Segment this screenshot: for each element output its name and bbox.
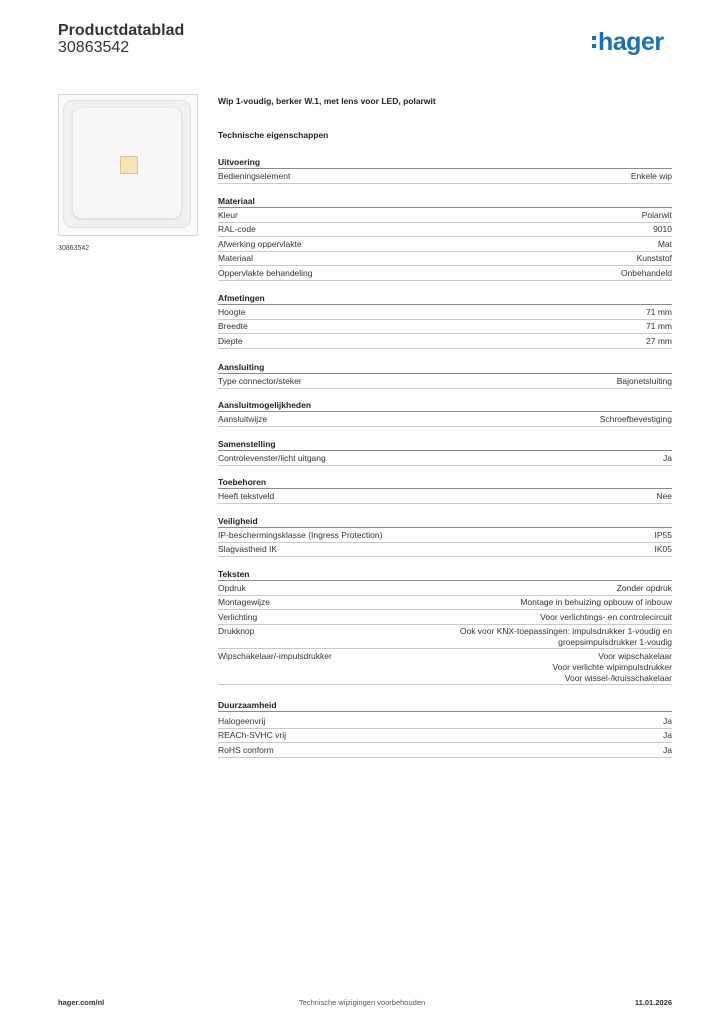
spec-value-line: Zonder opdruk	[616, 582, 672, 593]
spec-value-line: Bajonetsluiting	[616, 375, 672, 386]
group-title: Duurzaamheid	[218, 699, 672, 712]
spec-row	[218, 649, 672, 685]
spec-value-line: Montage in behuizing opbouw of inbouw	[520, 597, 672, 607]
spec-row	[218, 581, 672, 596]
spec-row	[218, 252, 672, 267]
group-title: Materiaal	[218, 195, 672, 208]
spec-label: Oppervlakte behandeling	[218, 267, 313, 278]
spec-label: Breedte	[218, 321, 248, 331]
spec-value-line: Ja	[663, 744, 672, 755]
image-caption: 30863542	[58, 245, 90, 252]
spec-group	[218, 476, 672, 504]
spec-label: Type connector/steker	[218, 375, 302, 386]
logo-dots-icon	[592, 36, 596, 48]
spec-group	[218, 361, 672, 389]
switch-plate	[63, 100, 191, 228]
spec-group	[218, 568, 672, 685]
spec-value-line: 9010	[653, 224, 672, 234]
spec-value-line: IP55	[654, 529, 672, 540]
spec-row	[218, 374, 672, 389]
spec-row	[218, 543, 672, 558]
spec-row	[218, 412, 672, 427]
spec-label: Hoogte	[218, 306, 246, 317]
spec-value-line: Kunststof	[636, 253, 672, 263]
spec-group	[218, 399, 672, 427]
spec-row	[218, 714, 672, 729]
spec-value	[617, 376, 672, 388]
switch-rocker	[73, 108, 181, 218]
spec-value-line: Ja	[663, 452, 672, 463]
section-heading: Technische eigenschappen	[218, 130, 329, 140]
group-title: Uitvoering	[218, 156, 672, 169]
spec-label: RoHS conform	[218, 744, 274, 755]
spec-label: Wipschakelaar/-impulsdrukker	[218, 650, 332, 661]
hager-logo	[592, 28, 664, 56]
spec-row	[218, 169, 672, 184]
spec-value-line: Nee	[656, 490, 672, 501]
spec-label: Verlichting	[218, 611, 258, 622]
spec-row	[218, 305, 672, 320]
spec-group	[218, 195, 672, 281]
spec-value	[655, 544, 673, 556]
spec-row	[218, 625, 672, 650]
spec-value-line: Ja	[663, 715, 672, 726]
spec-label: IP-beschermingsklasse (Ingress Protection)	[218, 529, 383, 540]
spec-label: Materiaal	[218, 253, 253, 263]
spec-label: RAL-code	[218, 224, 256, 234]
spec-group	[218, 438, 672, 466]
group-title: Aansluiting	[218, 361, 672, 374]
spec-row	[218, 729, 672, 744]
spec-row	[218, 320, 672, 335]
spec-value	[600, 414, 672, 426]
spec-value-line: IK05	[654, 544, 672, 554]
spec-value-line: 71 mm	[646, 306, 672, 317]
spec-value	[637, 253, 672, 265]
group-title: Afmetingen	[218, 292, 672, 305]
logo-text: hager	[598, 28, 664, 56]
spec-label: Kleur	[218, 209, 238, 220]
spec-value-line: Onbehandeld	[620, 267, 672, 278]
spec-value	[663, 745, 672, 757]
spec-value	[520, 597, 672, 609]
footer-date: 11.01.2026	[634, 998, 672, 1007]
spec-row	[218, 334, 672, 349]
spec-group	[218, 699, 672, 758]
spec-value	[663, 730, 672, 742]
group-title: Aansluitmogelijkheden	[218, 399, 672, 412]
spec-row	[218, 528, 672, 543]
spec-value	[646, 307, 672, 319]
spec-value	[663, 453, 672, 465]
spec-group	[218, 156, 672, 184]
spec-label: Diepte	[218, 335, 243, 346]
spec-label: Halogeenvrij	[218, 715, 266, 726]
spec-value	[663, 716, 672, 728]
spec-label: Afwerking oppervlakte	[218, 238, 302, 249]
spec-row	[218, 237, 672, 252]
spec-label: Drukknop	[218, 626, 255, 636]
spec-value	[653, 224, 672, 236]
spec-value-line: Mat	[657, 238, 672, 249]
spec-value-line: Voor verlichte wipimpulsdrukker	[552, 661, 672, 672]
spec-value	[655, 530, 673, 542]
spec-row	[218, 489, 672, 504]
spec-value-line: Schroefbevestiging	[599, 413, 672, 424]
group-title: Teksten	[218, 568, 672, 581]
spec-value-line: Ook voor KNX-toepassingen: impulsdrukker 1-voudig en	[459, 626, 672, 636]
spec-row	[218, 596, 672, 611]
spec-value-line: Ja	[663, 730, 672, 740]
spec-row	[218, 610, 672, 625]
spec-value	[460, 626, 672, 648]
product-code: 30863542	[58, 39, 130, 56]
spec-value	[646, 321, 672, 333]
spec-group	[218, 515, 672, 557]
spec-value-line: Polarwit	[641, 209, 672, 220]
group-title: Veiligheid	[218, 515, 672, 528]
spec-row	[218, 743, 672, 758]
spec-group	[218, 292, 672, 349]
spec-value	[621, 268, 672, 280]
spec-value-line: 27 mm	[646, 335, 672, 346]
spec-label: Opdruk	[218, 582, 246, 593]
spec-label: Aansluitwijze	[218, 413, 268, 424]
spec-value	[631, 171, 672, 183]
spec-label: Bedieningselement	[218, 170, 291, 181]
spec-row	[218, 223, 672, 238]
group-title: Toebehoren	[218, 476, 672, 489]
spec-value	[656, 491, 672, 503]
spec-value	[642, 210, 672, 222]
spec-value	[540, 612, 672, 624]
product-image	[58, 94, 198, 236]
spec-row	[218, 451, 672, 466]
footer-disclaimer: Technische wijzigingen voorbehouden	[298, 998, 426, 1007]
spec-label: REACh-SVHC vrij	[218, 730, 287, 740]
spec-value	[658, 239, 672, 251]
spec-value-line: groepsimpulsdrukker 1-voudig	[558, 637, 672, 647]
footer-website: hager.com/nl	[58, 998, 105, 1007]
spec-value	[552, 651, 672, 684]
spec-value-line: Enkele wip	[630, 170, 672, 181]
spec-value-line: Voor wissel-/kruisschakelaar	[564, 672, 672, 683]
spec-label: Controlevenster/licht uitgang	[218, 452, 326, 463]
spec-value-line: Voor wipschakelaar	[598, 650, 672, 661]
spec-value	[646, 336, 672, 348]
product-name: Wip 1-voudig, berker W.1, met lens voor LED, polarwit	[218, 96, 436, 106]
spec-value	[617, 583, 672, 595]
page-title: Productdatablad	[58, 22, 185, 39]
spec-label: Heeft tekstveld	[218, 490, 275, 501]
spec-value-line: 71 mm	[646, 321, 672, 331]
led-lens-icon	[120, 156, 138, 174]
spec-row	[218, 208, 672, 223]
spec-value-line: Voor verlichtings- en controlecircuit	[540, 611, 672, 622]
spec-label: Slagvastheid IK	[218, 544, 278, 554]
group-title: Samenstelling	[218, 438, 672, 451]
spec-row	[218, 266, 672, 281]
spec-label: Montagewijze	[218, 597, 270, 607]
